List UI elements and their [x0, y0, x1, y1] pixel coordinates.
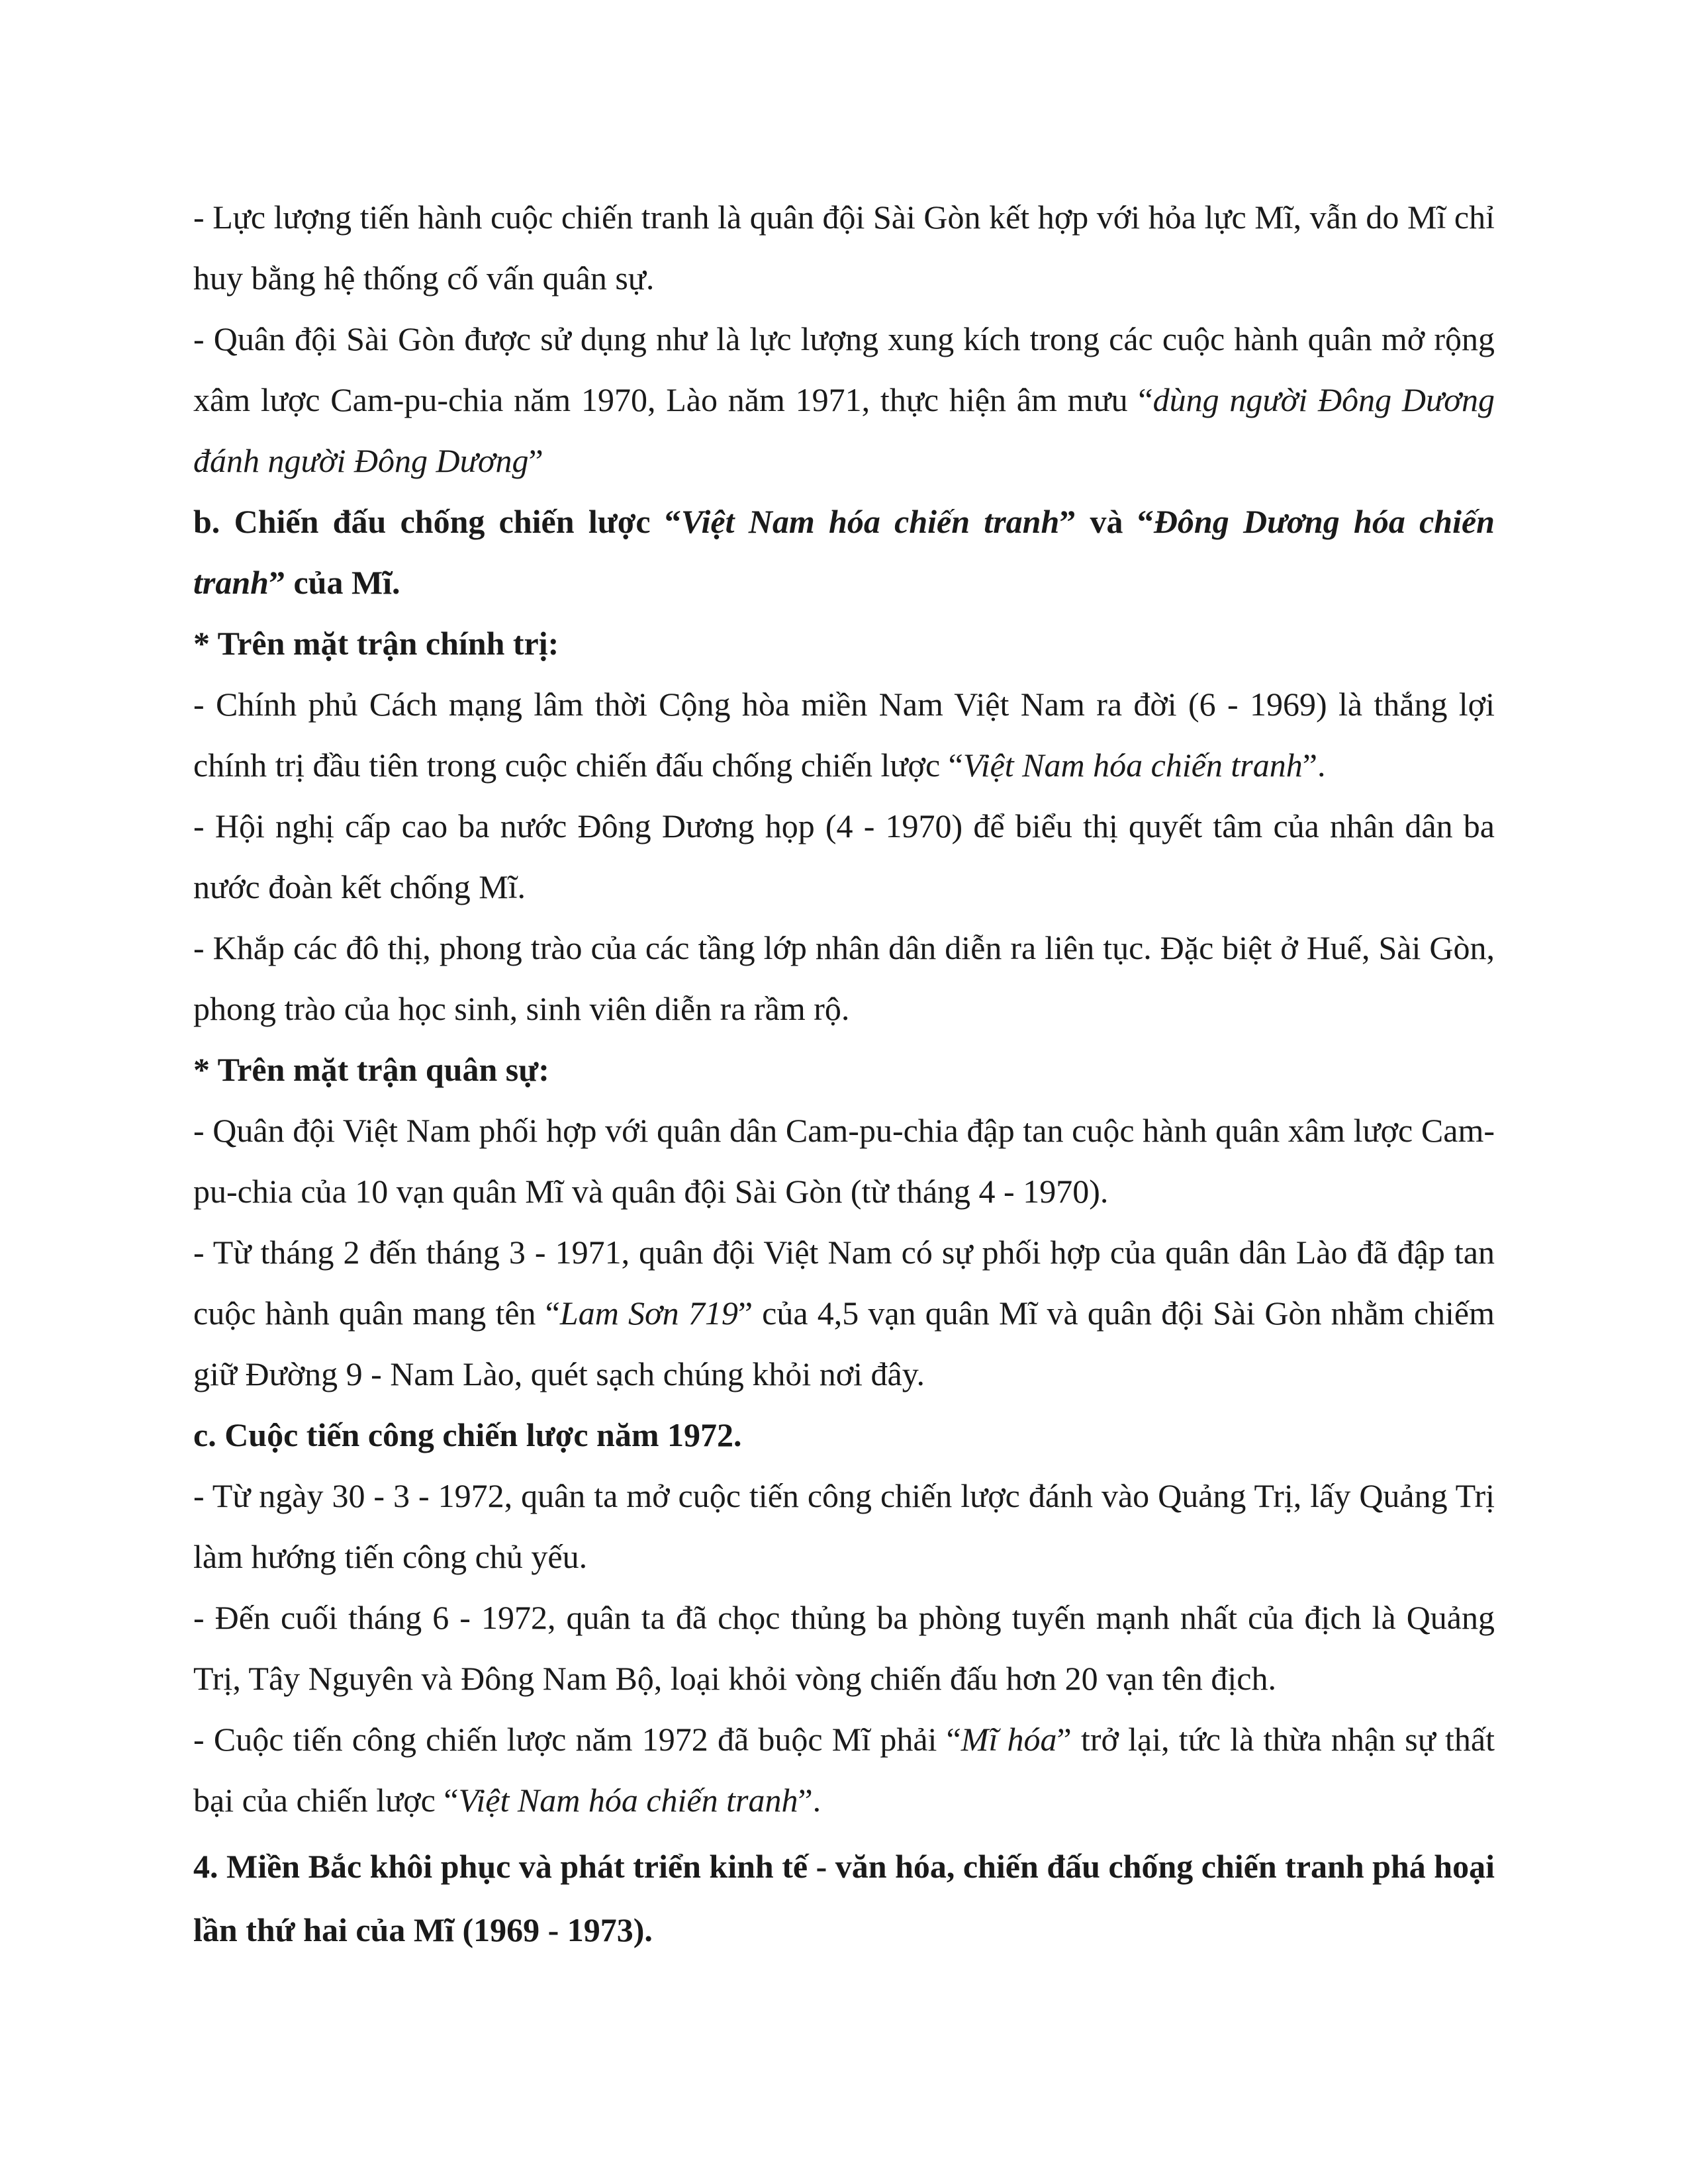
- document-body: [193, 187, 1495, 1962]
- italic-text: Việt Nam hóa chiến tranh: [458, 1782, 798, 1819]
- text-run: ” và “: [1059, 503, 1154, 540]
- body-paragraph: [193, 1100, 1495, 1222]
- text-run: c. Cuộc tiến công chiến lược năm 1972.: [193, 1416, 742, 1453]
- text-run: ”: [528, 442, 543, 479]
- body-paragraph: [193, 796, 1495, 917]
- section-heading: [193, 613, 1495, 674]
- italic-text: Việt Nam hóa chiến tranh: [680, 503, 1060, 540]
- text-run: - Cuộc tiến công chiến lược năm 1972 đã buộc Mĩ phải “: [193, 1721, 961, 1758]
- body-paragraph: [193, 1709, 1495, 1831]
- italic-text: dùng người Đông Dương đánh người Đông Dương: [193, 381, 1495, 479]
- section-heading: [193, 1039, 1495, 1100]
- text-run: ”.: [798, 1782, 821, 1819]
- text-run: - Quân đội Sài Gòn được sử dụng như là lực lượng xung kích trong các cuộc hành quân mở rộng xâm lược Cam-pu-chia năm 1970, Lào năm 1971, thực hiện âm mưu “: [193, 320, 1495, 418]
- text-run: - Đến cuối tháng 6 - 1972, quân ta đã chọc thủng ba phòng tuyến mạnh nhất của địch là Quảng Trị, Tây Nguyên và Đông Nam Bộ, loại khỏi vòng chiến đấu hơn 20 vạn tên địch.: [193, 1599, 1495, 1697]
- body-paragraph: [193, 1465, 1495, 1587]
- text-run: ” của 4,5 vạn quân Mĩ và quân đội Sài Gòn nhằm chiếm giữ Đường 9 - Nam Lào, quét sạch chúng khỏi nơi đây.: [193, 1295, 1495, 1392]
- text-run: - Từ tháng 2 đến tháng 3 - 1971, quân đội Việt Nam có sự phối hợp của quân dân Lào đã đập tan cuộc hành quân mang tên “: [193, 1234, 1495, 1332]
- text-run: ” trở lại, tức là thừa nhận sự thất bại của chiến lược “: [193, 1721, 1495, 1819]
- body-paragraph: [193, 674, 1495, 796]
- body-paragraph: [193, 917, 1495, 1039]
- text-run: - Chính phủ Cách mạng lâm thời Cộng hòa miền Nam Việt Nam ra đời (6 - 1969) là thắng lợi chính trị đầu tiên trong cuộc chiến đấu chống chiến lược “: [193, 686, 1495, 784]
- text-run: * Trên mặt trận quân sự:: [193, 1051, 549, 1088]
- italic-text: Việt Nam hóa chiến tranh: [962, 747, 1303, 784]
- italic-text: Đông Dương hóa chiến tranh: [193, 503, 1495, 601]
- section-heading: [193, 1835, 1495, 1962]
- text-run: ” của Mĩ.: [268, 564, 400, 601]
- body-paragraph: [193, 187, 1495, 308]
- body-paragraph: [193, 1222, 1495, 1404]
- body-paragraph: [193, 308, 1495, 491]
- text-run: - Quân đội Việt Nam phối hợp với quân dân Cam-pu-chia đập tan cuộc hành quân xâm lược Cam-pu-chia của 10 vạn quân Mĩ và quân đội Sài Gòn (từ tháng 4 - 1970).: [193, 1112, 1495, 1210]
- section-heading: [193, 491, 1495, 613]
- text-run: - Từ ngày 30 - 3 - 1972, quân ta mở cuộc tiến công chiến lược đánh vào Quảng Trị, lấy Quảng Trị làm hướng tiến công chủ yếu.: [193, 1477, 1495, 1575]
- text-run: - Lực lượng tiến hành cuộc chiến tranh là quân đội Sài Gòn kết hợp với hỏa lực Mĩ, vẫn do Mĩ chỉ huy bằng hệ thống cố vấn quân sự.: [193, 199, 1495, 296]
- italic-text: Lam Sơn 719: [559, 1295, 738, 1332]
- text-run: 4. Miền Bắc khôi phục và phát triển kinh tế - văn hóa, chiến đấu chống chiến tranh phá hoại lần thứ hai của Mĩ (1969 - 1973).: [193, 1848, 1495, 1948]
- section-heading: [193, 1404, 1495, 1465]
- body-paragraph: [193, 1587, 1495, 1709]
- text-run: - Khắp các đô thị, phong trào của các tầng lớp nhân dân diễn ra liên tục. Đặc biệt ở Huế, Sài Gòn, phong trào của học sinh, sinh viên diễn ra rầm rộ.: [193, 929, 1495, 1027]
- italic-text: Mĩ hóa: [961, 1721, 1057, 1758]
- text-run: ”.: [1302, 747, 1326, 784]
- text-run: - Hội nghị cấp cao ba nước Đông Dương họp (4 - 1970) để biểu thị quyết tâm của nhân dân ba nước đoàn kết chống Mĩ.: [193, 807, 1495, 905]
- text-run: b. Chiến đấu chống chiến lược “: [193, 503, 681, 540]
- text-run: * Trên mặt trận chính trị:: [193, 625, 559, 662]
